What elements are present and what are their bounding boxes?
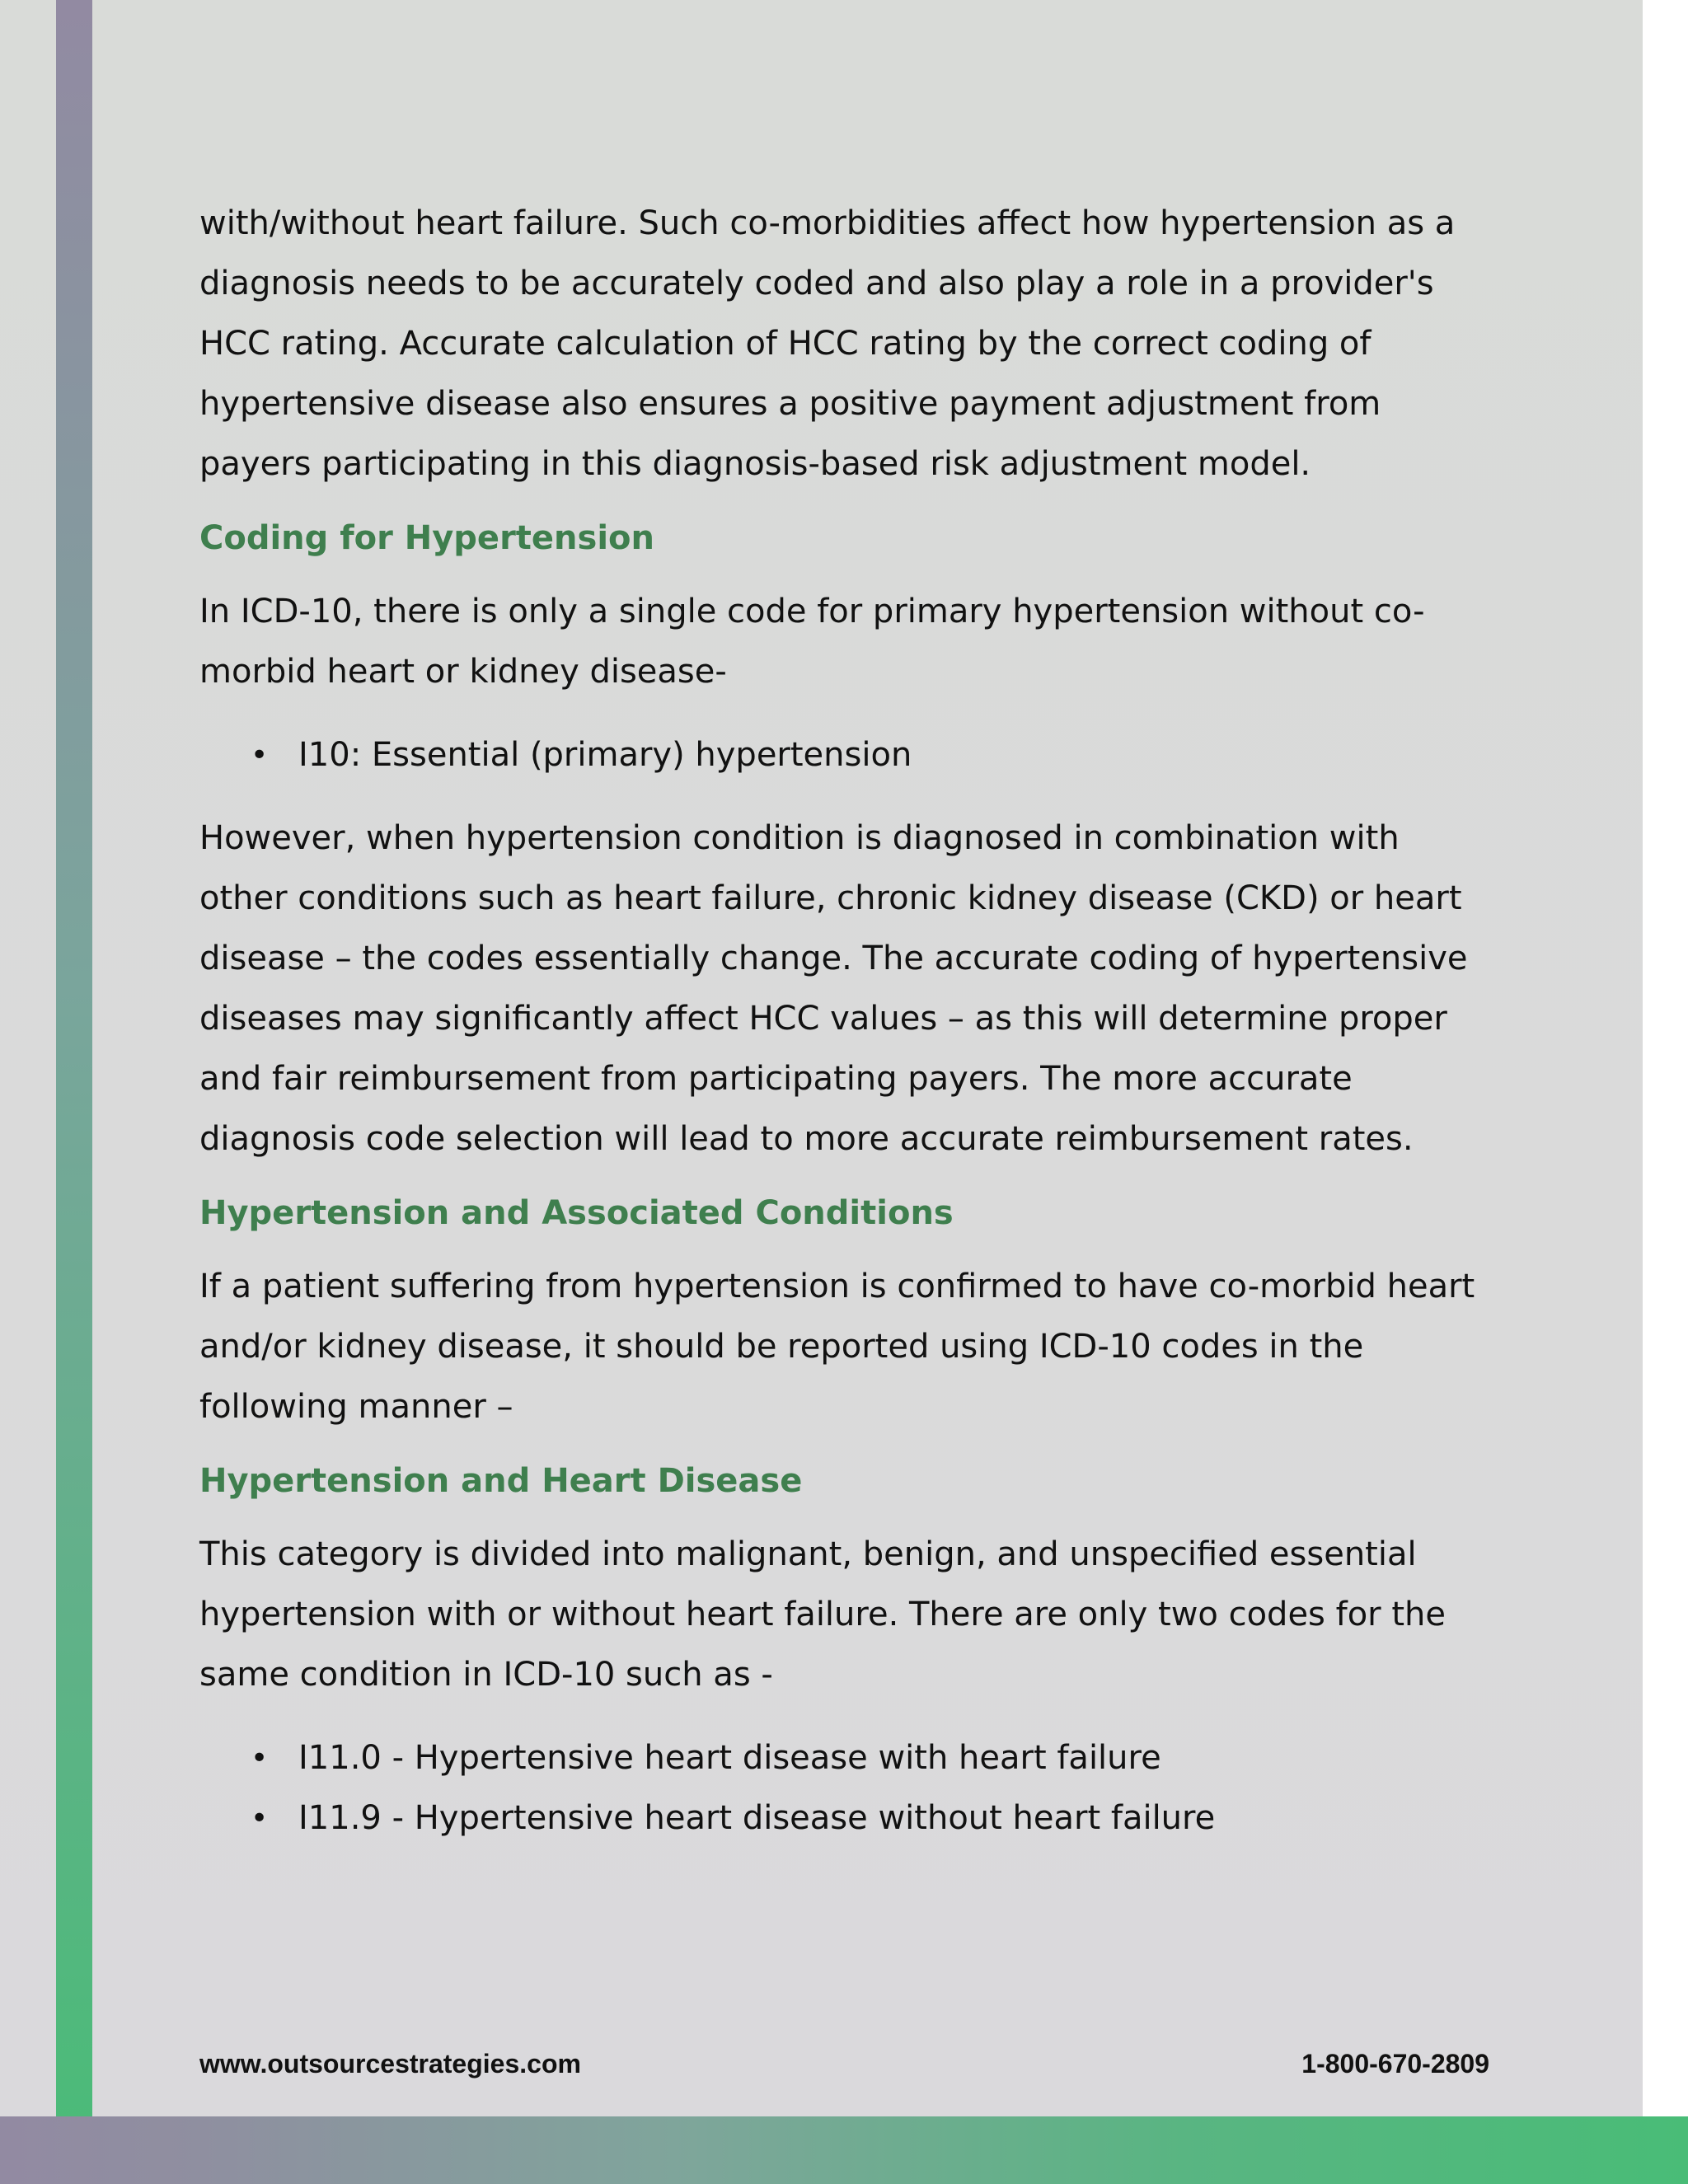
bullet-text: I11.0 - Hypertensive heart disease with heart failure [298, 1739, 1161, 1777]
left-decorative-bar [56, 0, 92, 2184]
bullet-icon: • [251, 1741, 269, 1775]
section1-paragraph: In ICD-10, there is only a single code for primary hypertension without co-morbid heart or kidney disease- [199, 593, 1425, 691]
section3-bullet-list [199, 1728, 1489, 1849]
heading-hypertension-heart-disease: Hypertension and Heart Disease [199, 1462, 803, 1500]
list-item [199, 1788, 1489, 1849]
bullet-text: I10: Essential (primary) hypertension [298, 736, 912, 774]
bullet-text: I11.9 - Hypertensive heart disease without heart failure [298, 1799, 1216, 1837]
section2-paragraph: If a patient suffering from hypertension is confirmed to have co-morbid heart and/or kidney disease, it should be reported using ICD-10 codes in the following manner – [199, 1268, 1475, 1426]
bottom-decorative-bar [0, 2116, 1688, 2184]
intro-paragraph: with/without heart failure. Such co-morbidities affect how hypertension as a diagnosis needs to be accurately coded and also play a role in a provider's HCC rating. Accurate calculation of HCC rating by the correct coding of hypertensive disease also ensures a positive payment adjustment from payers participating in this diagnosis-based risk adjustment model. [199, 204, 1456, 483]
bullet-icon: • [251, 738, 269, 772]
section3-paragraph: This category is divided into malignant, benign, and unspecified essential hypertension with or without heart failure. There are only two codes for the same condition in ICD-10 such as - [199, 1535, 1446, 1694]
bullet-icon: • [251, 1802, 269, 1835]
heading-coding-for-hypertension: Coding for Hypertension [199, 519, 654, 557]
footer-website-link[interactable]: www.outsourcestrategies.com [199, 2049, 581, 2079]
document-body [199, 194, 1489, 1872]
heading-hypertension-associated-conditions: Hypertension and Associated Conditions [199, 1194, 954, 1232]
list-item [199, 1728, 1489, 1788]
footer-phone: 1-800-670-2809 [1301, 2049, 1489, 2079]
list-item [199, 725, 1489, 785]
section1-bullet-list [199, 725, 1489, 785]
section1-paragraph-2: However, when hypertension condition is diagnosed in combination with other conditions such as heart failure, chronic kidney disease (CKD) or heart disease – the codes essentially change. The accurate coding of hypertensive diseases may significantly affect HCC values – as this will determine proper and fair reimbursement from participating payers. The more accurate diagnosis code selection will lead to more accurate reimbursement rates. [199, 819, 1468, 1158]
